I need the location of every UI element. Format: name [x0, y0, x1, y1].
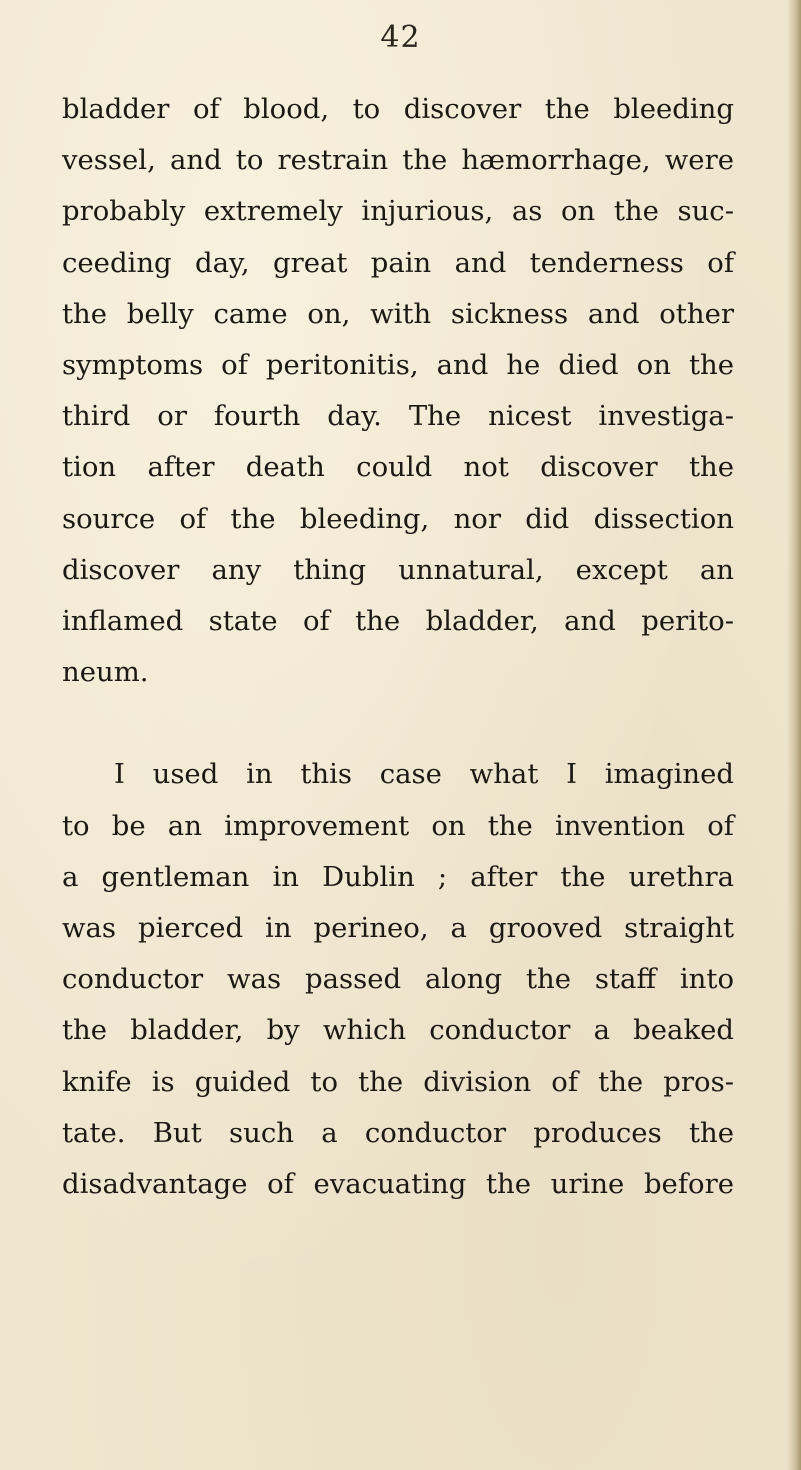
page-edge-shadow	[787, 0, 801, 1470]
text-line: was pierced in perineo, a grooved straight	[62, 912, 734, 945]
text-line: third or fourth day. The nicest investiga-	[62, 400, 734, 433]
paragraph-1	[62, 84, 734, 698]
text-line: source of the bleeding, nor did dissection	[62, 502, 734, 535]
text-line: tion after death could not discover the	[62, 451, 734, 484]
text-line: knife is guided to the division of the pros-	[62, 1065, 734, 1098]
text-line: the bladder, by which conductor a beaked	[62, 1014, 734, 1047]
text-line: tate. But such a conductor produces the	[62, 1116, 734, 1149]
text-line: neum.	[62, 656, 149, 689]
text-line: to be an improvement on the invention of	[62, 809, 734, 842]
text-line: discover any thing unnatural, except an	[62, 553, 734, 586]
text-line: probably extremely injurious, as on the suc-	[62, 195, 734, 228]
text-line: vessel, and to restrain the hæmorrhage, were	[62, 144, 734, 177]
text-line: conductor was passed along the staff into	[62, 963, 734, 996]
text-line: I used in this case what I imagined	[114, 758, 734, 791]
text-line: a gentleman in Dublin ; after the urethra	[62, 860, 734, 893]
paragraph-2	[62, 749, 734, 1210]
text-line: disadvantage of evacuating the urine before	[62, 1168, 734, 1201]
page-number: 42	[380, 20, 421, 55]
body-text	[62, 84, 734, 1210]
text-line: symptoms of peritonitis, and he died on the	[62, 349, 734, 382]
text-line: the belly came on, with sickness and other	[62, 297, 734, 330]
text-line: inflamed state of the bladder, and perito-	[62, 605, 734, 638]
text-line: ceeding day, great pain and tenderness of	[62, 246, 734, 279]
text-line: bladder of blood, to discover the bleeding	[62, 93, 734, 125]
